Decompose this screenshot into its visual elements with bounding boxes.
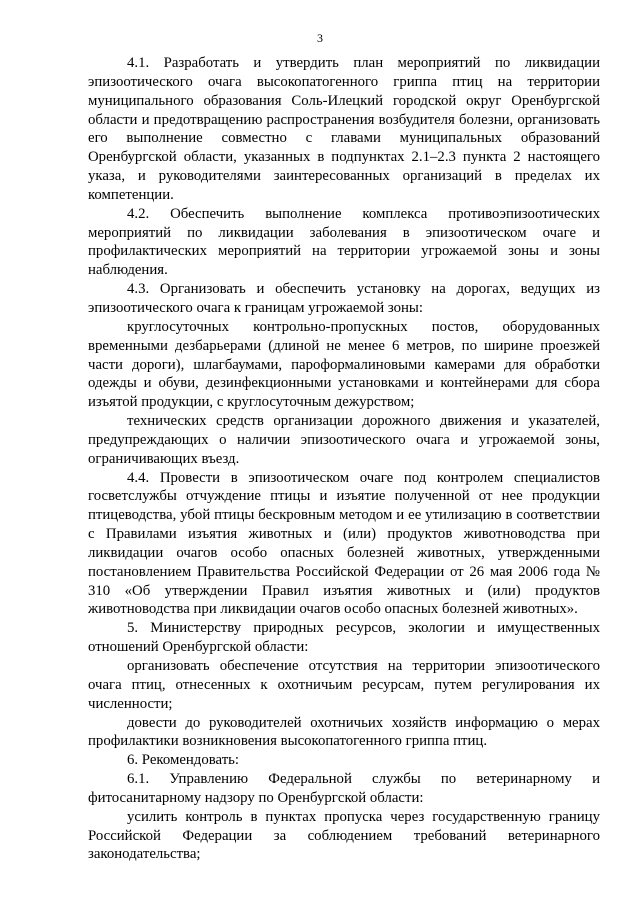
paragraph-5-inform: довести до руководителей охотничьих хозяйств информацию о мерах профилактики возникновения высокопатогенного гриппа птиц. xyxy=(88,714,600,750)
paragraph-4-2: 4.2. Обеспечить выполнение комплекса противоэпизоотических мероприятий по ликвидации заболевания в эпизоотическом очаге и профилактических мероприятий на территории угрожаемой зоны и зоны наблюдения. xyxy=(88,205,600,279)
paragraph-5: 5. Министерству природных ресурсов, экологии и имущественных отношений Оренбургской области: xyxy=(88,620,600,656)
paragraph-4-3-posts: круглосуточных контрольно-пропускных постов, оборудованных временными дезбарьерами (длиной не менее 6 метров, по ширине проезжей части дороги), шлагбаумами, пароформалиновыми камерами для обработки одежды и обуви, дезинфекционными установками и контейнерами для сбора изъятой продукции, с круглосуточным дежурством; xyxy=(88,318,600,411)
paragraph-4-1: 4.1. Разработать и утвердить план мероприятий по ликвидации эпизоотического очага высокопатогенного гриппа птиц на территории муниципального образования Соль-Илецкий городской округ Оренбургской области и предотвращению распространения возбудителя болезни, организовать его выполнение совместно с главами муниципальных образований Оренбургской области, указанных в подпунктах 2.1–2.3 пункта 2 настоящего указа, и руководителями заинтересованных организаций в пределах их компетенции. xyxy=(88,55,600,203)
document-body xyxy=(88,54,600,864)
paragraph-5-birds: организовать обеспечение отсутствия на территории эпизоотического очага птиц, отнесенных к охотничьим ресурсам, путем регулирования их численности; xyxy=(88,658,600,712)
paragraph-6: 6. Рекомендовать: xyxy=(127,752,240,769)
page-number: 3 xyxy=(317,31,323,45)
paragraph-6-1: 6.1. Управлению Федеральной службы по ветеринарному и фитосанитарному надзору по Оренбургской области: xyxy=(88,771,600,806)
paragraph-4-4: 4.4. Провести в эпизоотическом очаге под контролем специалистов госветслужбы отчуждение птицы и изъятие полученной от нее продукции птицеводства, убой птицы бескровным методом и ее утилизацию в соответствии с Правилами изъятия животных и (или) продуктов животноводства при ликвидации очагов особо опасных болезней животных, утвержденными постановлением Правительства Российской Федерации от 26 мая 2006 года № 310 «Об утверждении Правил изъятия животных и (или) продуктов животноводства при ликвидации очагов особо опасных болезней животных». xyxy=(88,469,600,618)
paragraph-6-1-control: усилить контроль в пунктах пропуска через государственную границу Российской Федерации за соблюдением требований ветеринарного законодательства; xyxy=(88,808,600,863)
paragraph-4-3: 4.3. Организовать и обеспечить установку на дорогах, ведущих из эпизоотического очага к границам угрожаемой зоны: xyxy=(88,281,600,316)
paragraph-4-3-signs: технических средств организации дорожного движения и указателей, предупреждающих о наличии эпизоотического очага и угрожаемой зоны, ограничивающих въезд. xyxy=(88,413,600,467)
